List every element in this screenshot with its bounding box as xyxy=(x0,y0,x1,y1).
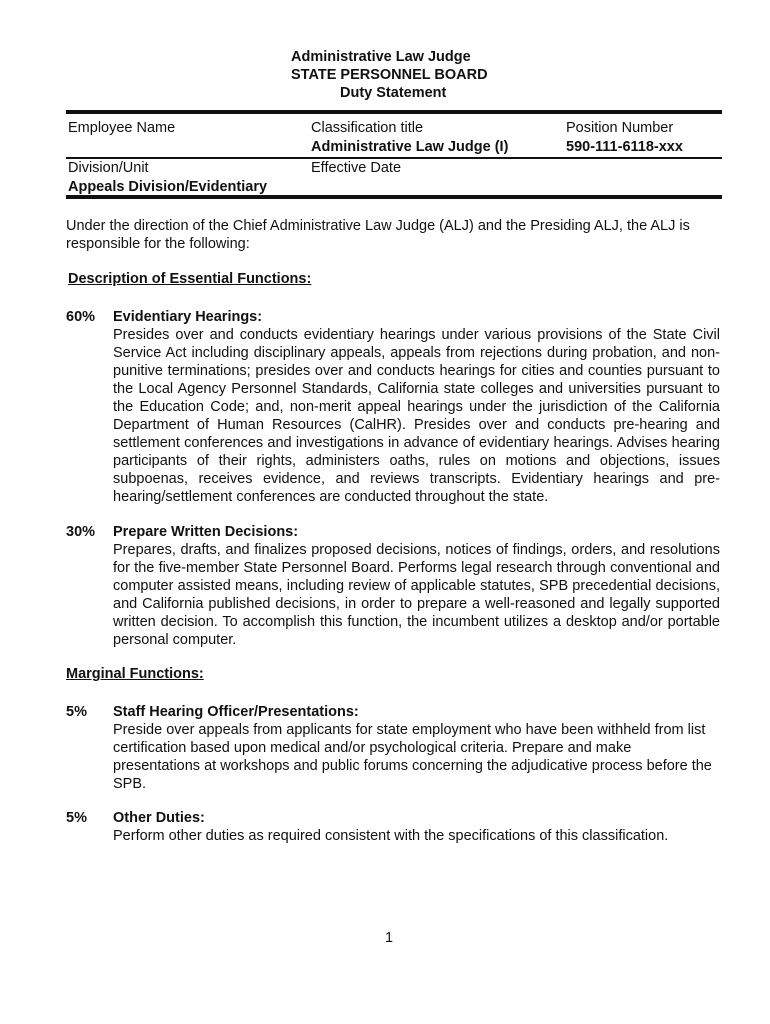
classification-label: Classification title xyxy=(311,120,424,136)
function-percent: 5% xyxy=(66,810,87,826)
classification-value: Administrative Law Judge (I) xyxy=(311,139,509,155)
function-description: Perform other duties as required consistent with the specifications of this classification. xyxy=(113,828,669,844)
function-description: Prepares, drafts, and finalizes proposed decisions, notices of findings, orders, and resolutions for the five-member State Personnel Board. Performs legal research through conventional and computer assisted means, including review of applicable statutes, SPB precedential decisions, and California published decisions, in order to prepare a well-reasoned and legally supported written decision. To accomplish this function, the incumbent utilizes a desktop and/or portable personal computer. xyxy=(113,542,720,648)
position-number-value: 590-111-6118-xxx xyxy=(566,139,683,155)
function-description: Presides over and conducts evidentiary hearings under various provisions of the State Civil Service Act including disciplinary appeals, appeals from rejections during probation, and non-punitive terminations; presides over and conducts hearings for cities and counties pursuant to the Local Agency Personnel Standards, California state colleges and universities pursuant to the Education Code; and, non-merit appeal hearings under the jurisdiction of the California Department of Human Resources (CalHR). Presides over and conducts pre-hearing and settlement conferences and investigations in advance of evidentiary hearings. Advises hearing participants of their rights, administers oaths, rules on motions and objections, issues subpoenas, receives evidence, and reviews transcripts. Evidentiary hearings and pre-hearing/settlement conferences are conducted throughout the state. xyxy=(113,327,720,505)
division-value: Appeals Division/Evidentiary xyxy=(68,179,268,195)
function-title: Evidentiary Hearings: xyxy=(113,309,263,325)
top-rule xyxy=(66,110,722,114)
effective-date-label: Effective Date xyxy=(311,160,402,176)
function-percent: 60% xyxy=(66,309,96,325)
function-title: Other Duties: xyxy=(113,810,205,826)
function-title: Prepare Written Decisions: xyxy=(113,524,299,540)
page-number: 1 xyxy=(385,930,394,946)
title-job: Administrative Law Judge xyxy=(291,49,471,65)
function-description: Preside over appeals from applicants for state employment who have been withheld from list certification based upon medical and/or psychological criteria. Prepare and make presentations at workshops and public forums concerning the adjudicative process before the SPB. xyxy=(113,722,712,792)
position-number-label: Position Number xyxy=(566,120,674,136)
bottom-rule xyxy=(66,195,722,199)
function-title: Staff Hearing Officer/Presentations: xyxy=(113,704,359,720)
title-duty-statement: Duty Statement xyxy=(340,85,447,101)
function-percent: 5% xyxy=(66,704,87,720)
intro-paragraph: Under the direction of the Chief Administrative Law Judge (ALJ) and the Presiding ALJ, the ALJ is responsible for the following: xyxy=(66,218,690,252)
essential-functions-heading: Description of Essential Functions: xyxy=(68,271,312,287)
division-label: Division/Unit xyxy=(68,160,149,176)
employee-name-label: Employee Name xyxy=(68,120,176,136)
title-board: STATE PERSONNEL BOARD xyxy=(291,67,488,83)
function-percent: 30% xyxy=(66,524,96,540)
marginal-functions-heading: Marginal Functions: xyxy=(66,666,204,682)
